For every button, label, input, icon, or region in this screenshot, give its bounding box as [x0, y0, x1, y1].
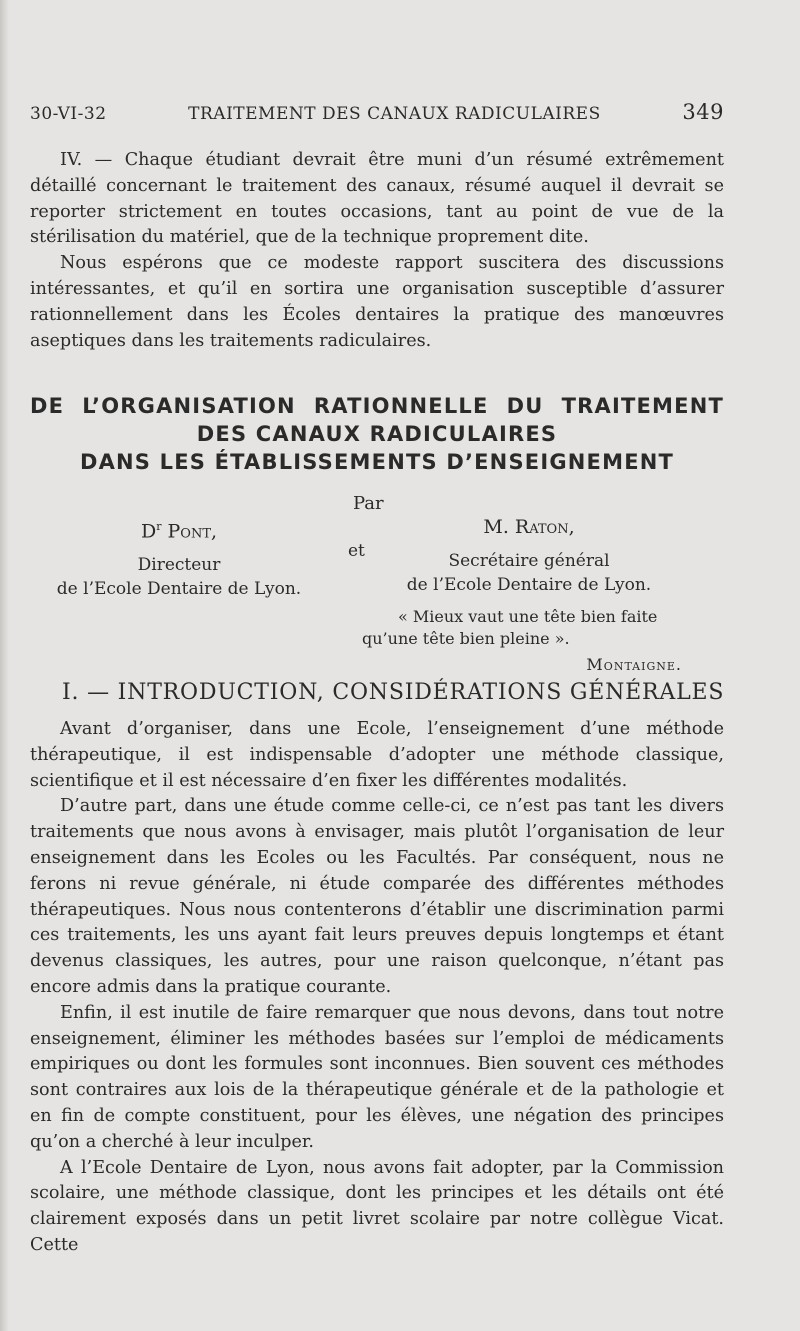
- author-affiliation: de l’Ecole Dentaire de Lyon.: [56, 579, 302, 600]
- paragraph: Enfin, il est inutile de faire remarquer que nous devons, dans tout notre enseignement, éliminer les méthodes basées sur l’emploi de médicaments empiriques ou dont les formules sont inconnues. Bien souvent ces méthodes sont contraires aux lois de la thérapeutique générale et de la pathologie et en fin de compte constituent, pour les élèves, une négation des principes qu’on a cherché à leur inculper.: [30, 1002, 724, 1152]
- paragraph: A l’Ecole Dentaire de Lyon, nous avons fait adopter, par la Commission scolaire, une méthode classique, dont les principes et les détails ont été clairement exposés dans un petit livret scolaire par notre collègue Vicat. Cette: [30, 1157, 724, 1255]
- paragraph: Nous espérons que ce modeste rapport suscitera des discussions intéressantes, et qu’il en sortira une organisation susceptible d’assurer rationnellement dans les Écoles dentaires la pratique des manœuvres aseptiques dans les traitements radiculaires.: [30, 253, 724, 351]
- author-affiliation: de l’Ecole Dentaire de Lyon.: [406, 575, 652, 595]
- author-title: D: [140, 520, 157, 543]
- epigraph: [362, 606, 682, 676]
- author-block-right: [385, 515, 673, 597]
- article-title-line: DE L’ORGANISATION RATIONNELLE DU TRAITEMENT: [30, 394, 724, 418]
- paragraph: Avant d’organiser, dans une Ecole, l’enseignement d’une méthode thérapeutique, il est indispensable d’adopter une méthode classique, scientifique et il est nécessaire d’en fixer les différentes modalités.: [30, 719, 724, 791]
- article-title-line: DES CANAUX RADICULAIRES: [196, 422, 558, 446]
- header-title: TRAITEMENT DES CANAUX RADICULAIRES: [188, 104, 601, 124]
- author-name: [30, 515, 328, 543]
- author-surname: Raton,: [514, 516, 575, 538]
- section-heading: I. — INTRODUCTION, CONSIDÉRATIONS GÉNÉRALES: [62, 680, 725, 705]
- author-title: M.: [483, 516, 509, 538]
- author-role: Secrétaire général: [448, 551, 610, 571]
- section-text-block: [30, 717, 724, 1259]
- author-conjunction: et: [348, 541, 365, 561]
- paragraph: D’autre part, dans une étude comme celle-ci, ce n’est pas tant les divers traitements que nous avons à envisager, mais plutôt l’organisation de leur enseignement dans les Ecoles ou les Facultés. Par conséquent, nous ne ferons ni revue générale, ni étude comparée des différentes méthodes thérapeutiques. Nous nous contenterons d’établir une discrimination parmi ces traitements, les uns ayant fait leurs preuves depuis longtemps et étant devenus classiques, les autres, pour une raison quelconque, n’étant pas encore admis dans la pratique courante.: [30, 796, 724, 997]
- page-number: 349: [682, 100, 724, 124]
- epigraph-attribution: Montaigne.: [586, 655, 682, 674]
- epigraph-line: « Mieux vaut une tête bien faite: [398, 607, 658, 626]
- article-title-line: DANS LES ÉTABLISSEMENTS D’ENSEIGNEMENT: [79, 450, 675, 474]
- intro-text-block: [30, 148, 724, 354]
- byline-par: Par: [353, 493, 384, 514]
- epigraph-line: qu’une tête bien pleine ».: [362, 629, 570, 648]
- article-title: [30, 392, 724, 476]
- author-name: [385, 515, 673, 539]
- header-date: 30-VI-32: [30, 104, 107, 124]
- paragraph: IV. — Chaque étudiant devrait être muni d’un résumé extrêmement détaillé concernant le traitement des canaux, résumé auquel il devrait se reporter strictement en toutes occasions, tant au point de vue de la stérilisation du matériel, que de la technique proprement dite.: [30, 150, 724, 248]
- author-block-left: [30, 515, 328, 601]
- running-head: [30, 100, 724, 124]
- author-role: Directeur: [137, 555, 221, 576]
- author-surname: Pont,: [167, 520, 218, 543]
- author-title-superscript: r: [156, 520, 162, 533]
